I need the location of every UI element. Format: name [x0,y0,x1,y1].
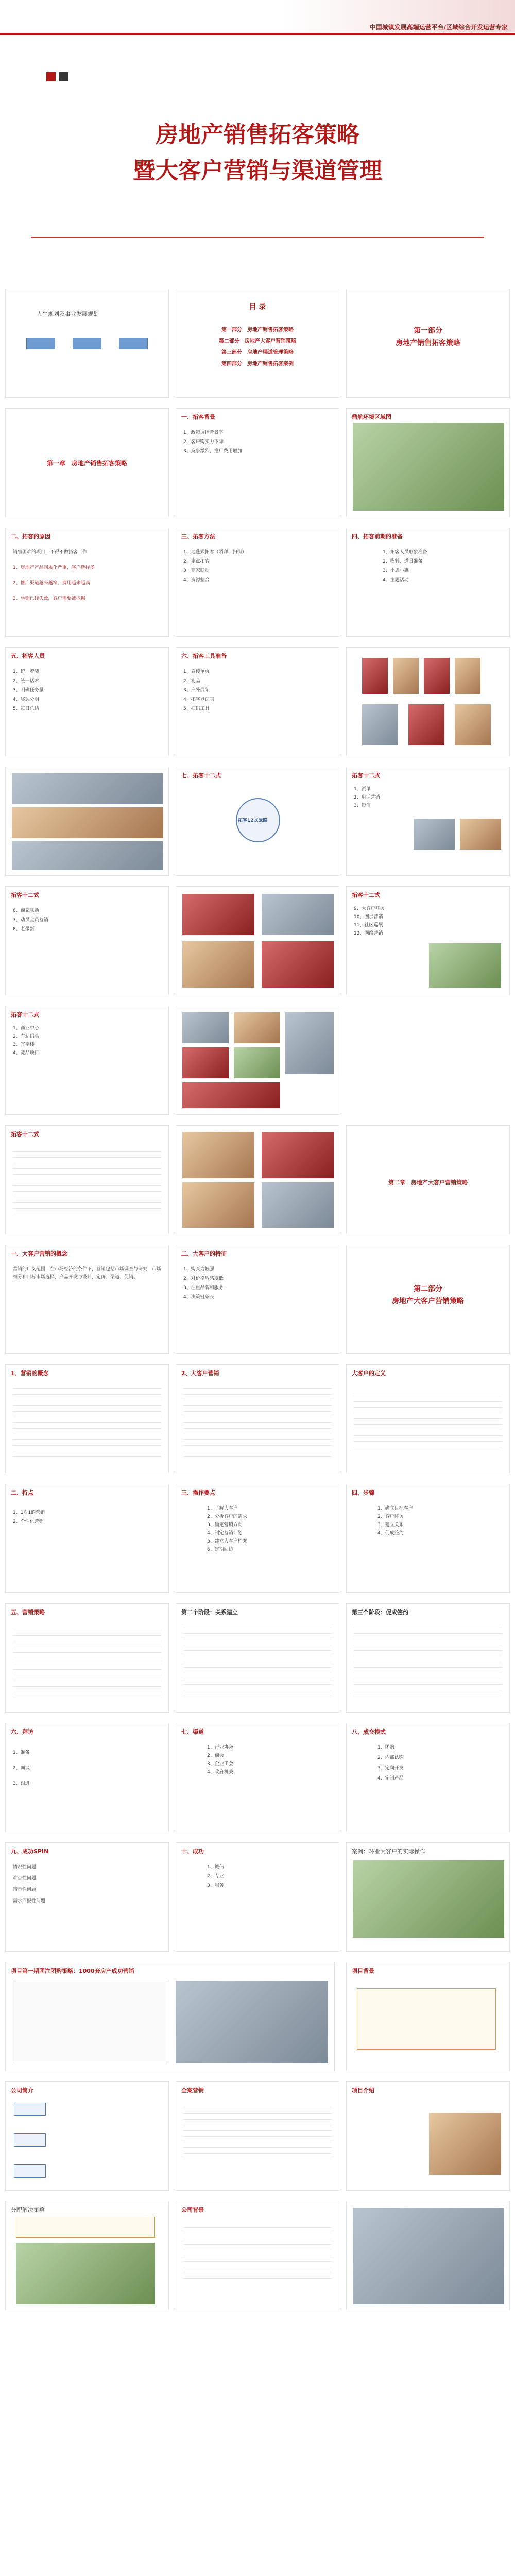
slide-company-intro [5,2081,169,2191]
text-line: 6、定期回访 [207,1547,233,1552]
text-line: 1、购买力较强 [183,1267,214,1272]
allocation-callout [16,2217,155,2238]
text-block [183,2222,332,2284]
slide-title: 分配解决策略 [11,2207,45,2213]
slide-title: 五、营销策略 [11,1609,45,1616]
collage-photo [182,1132,254,1178]
slide-spin [5,1842,169,1952]
text-line: 4、政府机关 [207,1770,233,1775]
slide-title: 十、成功 [181,1848,204,1855]
text-line: 1、商业中心 [13,1026,39,1031]
gift-image [455,658,480,694]
slide-12-methods-6 [5,1125,169,1234]
slide-title: 人生规划及事业发展规划 [37,311,99,317]
slide-deal-mode [346,1723,510,1832]
cover-divider [31,237,484,238]
slide-title: 拓客十二式 [11,1011,39,1018]
text-line: 3、短信 [354,803,371,808]
slide-title: 第三个阶段：促成签约 [352,1609,408,1616]
crowd-photo [353,2208,504,2304]
cover-slide [0,41,515,268]
text-line: 3、商家联动 [183,568,210,573]
text-line: 2、对价格敏感度低 [183,1276,224,1281]
slide-title: 四、拓客前期的准备 [352,533,403,540]
slide-preparation [346,528,510,637]
collage-photo [262,1132,334,1178]
slide-photo-collage [176,1006,339,1115]
slide-title: 鼎航环境区域图 [352,414,391,420]
method-photo [429,943,501,988]
text-line: 3、写字楼 [13,1042,35,1047]
text-block [354,1622,502,1700]
gift-image [455,704,491,745]
collage-photo [182,1047,229,1078]
text-line: 1、准备 [13,1750,30,1755]
event-photo [262,894,334,935]
slide-title: 拓客十二式 [11,1131,39,1138]
method-photo [460,819,501,850]
text-line: 3、定向开发 [377,1766,404,1771]
flow-box [73,338,101,349]
toc-title: 目 录 [249,303,266,311]
collage-photo [182,1082,280,1108]
slide-title: 三、操作要点 [181,1489,215,1496]
text-line: 2、客户拜访 [377,1514,404,1519]
chapter-title: 第二章 房地产大客户营销策略 [388,1179,468,1186]
slide-group-purchase [5,1962,335,2071]
slide-title: 八、成交模式 [352,1728,386,1735]
text-line: 10、圈层营销 [354,914,383,920]
slide-background [176,408,339,517]
slide-title: 二、特点 [11,1489,33,1496]
slide-gifts [346,647,510,756]
text-line: 3、确定营销方向 [207,1522,243,1528]
text-line: 1、行业协会 [207,1745,233,1750]
text-line: 销售困难的项目，不得不做拓客工作 [13,550,88,555]
chapter-title: 第一章 房地产销售拓客策略 [46,460,127,467]
text-line: 2、专业 [207,1874,224,1879]
collage-photo [262,1182,334,1228]
slide-title: 2、大客户营销 [181,1370,219,1377]
slide-title: 公司简介 [11,2087,33,2094]
collage-photo [182,1012,229,1043]
team-photo [12,807,163,838]
slide-company-bg [176,2201,339,2310]
team-photo [12,841,163,870]
slide-tools [176,647,339,756]
slide-project-bg [346,1962,510,2071]
slide-part2 [346,1245,510,1354]
slide-ch1-intro [5,408,169,517]
text-line: 2、分析客户的需求 [207,1514,247,1519]
text-line: 难点性问题 [13,1876,37,1881]
slide-visit [5,1723,169,1832]
slide-title: 大客户的定义 [352,1370,386,1377]
text-line: 1、派单 [354,787,371,792]
gift-image [393,658,419,694]
text-line: 2、内部认购 [377,1755,404,1760]
text-block [183,2103,332,2164]
stage-box [14,2103,46,2116]
slide-title: 案例：环业大客户的实际操作 [352,1848,425,1855]
slide-title: 二、大客户的特征 [181,1250,227,1257]
toc-item[interactable]: 第三部分 房地产渠道管理策略 [221,350,294,355]
header-red-bar [0,33,515,35]
event-photo [182,941,254,988]
text-line: 3、跟进 [13,1781,30,1786]
slide-12-methods-2 [5,886,169,995]
text-block [13,1624,161,1702]
part-name: 房地产销售拓客策略 [396,339,460,347]
text-line: 3、坐销已经失效，客户需要被挖掘 [13,596,85,601]
text-block: 营销的广义范围，在市场经济的条件下，营销包括市场调查与研究，市场细分和目标市场选择，产品开发与设计，定价、渠道、促销。 [13,1267,162,1280]
text-block [354,1391,502,1452]
slide-title: 七、渠道 [181,1728,204,1735]
cover-title-line1: 房地产销售拓客策略 [156,122,359,148]
text-line: 2、电话营销 [354,795,380,800]
slide-project-intro [346,2081,510,2191]
gift-image [424,658,450,694]
text-line: 6、商家联动 [13,908,39,913]
text-line: 2、客户购买力下降 [183,439,224,445]
slide-staff [5,647,169,756]
text-line: 4、拓客登记表 [183,697,214,702]
text-line: 3、竞争激烈，推广费用增加 [183,449,242,454]
slide-life-plan [5,289,169,398]
slide-photo-collage-2 [176,1125,339,1234]
slide-features [176,1245,339,1354]
slide-methods [176,528,339,637]
text-line: 11、社区巡展 [354,923,383,928]
area-map-image [353,423,504,511]
event-photo [182,894,254,935]
slide-title: 五、拓客人员 [11,653,45,659]
site-plan-image [16,2243,155,2304]
strategy-center-label: 拓客12式战略 [238,818,268,823]
text-line: 3、建立关系 [377,1522,404,1528]
toc-item[interactable]: 第二部分 房地产大客户营销策略 [219,338,296,344]
slide-allocation [5,2201,169,2310]
text-line: 3、服务 [207,1883,224,1888]
text-line: 2、统一话术 [13,679,39,684]
case-table [13,1981,167,2063]
text-line: 12、网络营销 [354,931,383,936]
slide-stage-2 [176,1603,339,1713]
text-line: 3、明确任务量 [13,688,44,693]
decor-square [59,72,68,81]
method-photo [414,819,455,850]
gift-image [362,658,388,694]
slide-reasons [5,528,169,637]
text-line: 2、车站码头 [13,1034,39,1039]
slide-title: 七、拓客十二式 [181,772,221,779]
project-photo [429,2113,501,2175]
text-line: 4、竞品项目 [13,1050,39,1056]
slide-title: 拓客十二式 [11,892,39,899]
text-line: 3、户外展架 [183,688,210,693]
slide-big-client [176,1364,339,1473]
text-line: 2、物料、道具准备 [383,559,423,564]
text-line: 2、推广渠道越来越窄，费用越来越高 [13,581,90,586]
slide-stage-3 [346,1603,510,1713]
slide-12-methods [176,767,339,876]
text-line: 4、奖惩分明 [13,697,39,702]
team-photo [12,773,163,804]
slide-success [176,1842,339,1952]
slide-title: 四、步骤 [352,1489,374,1496]
text-line: 4、资源整合 [183,578,210,583]
text-line: 8、老带新 [13,927,35,932]
slide-part1 [346,289,510,398]
stage-box [14,2164,46,2178]
text-line: 2、面谈 [13,1766,30,1771]
slide-title: 六、拓客工具准备 [181,653,227,659]
slide-case-study [346,1842,510,1952]
flow-box [26,338,55,349]
part-label: 第一部分 [414,327,442,335]
slide-title: 二、拓客的原因 [11,533,50,540]
text-line: 需求回报性问题 [13,1899,46,1904]
text-line: 1、1对1的营销 [13,1510,45,1515]
text-line: 1、房地产产品同质化严重，客户选择多 [13,565,95,570]
collage-photo [234,1047,280,1078]
text-line: 1、地毯式拓客（陌拜、扫街） [183,550,247,555]
text-line: 1、拓客人员形象准备 [383,550,427,555]
text-line: 2、礼品 [183,679,200,684]
slide-channel [176,1723,339,1832]
collage-photo [182,1182,254,1228]
text-block [13,1146,161,1218]
slide-key-points [176,1484,339,1593]
slide-area-map [346,408,510,517]
slide-strategy [5,1603,169,1713]
slide-title: 全案营销 [181,2087,204,2094]
text-line: 3、企业工会 [207,1761,233,1767]
slide-12-methods-3 [176,886,339,995]
collage-photo [234,1012,280,1043]
toc-item[interactable]: 第四部分 房地产销售拓客案例 [221,361,294,367]
page-header [0,0,515,41]
text-line: 9、大客户拜访 [354,906,385,911]
slide-title: 拓客十二式 [352,892,380,899]
header-slogan: 中国城镇发展高端运营平台/区域综合开发运营专家 [369,24,508,31]
text-line: 4、决策链条长 [183,1295,214,1300]
text-line: 1、统一着装 [13,669,39,674]
text-line: 4、主题活动 [383,578,409,583]
slide-title: 拓客十二式 [352,772,380,779]
text-line: 4、促成签约 [377,1531,404,1536]
slide-12-methods-4 [346,886,510,995]
text-line: 1、了解大客户 [207,1506,238,1511]
text-line: 1、确立目标客户 [377,1506,413,1511]
text-line: 1、团购 [377,1745,394,1750]
text-block [183,1383,332,1461]
text-line: 3、小恩小惠 [383,568,409,573]
slide-crowd-photo [346,2201,510,2310]
text-block [183,1622,332,1700]
slide-ch2-intro [346,1125,510,1234]
text-line: 4、定制产品 [377,1776,404,1781]
text-line: 7、动员全员营销 [13,918,48,923]
slide-title: 项目第一期团注团购策略：1000套房产成功营销 [11,1968,134,1974]
text-line: 5、扫码工具 [183,706,210,711]
slide-blank [346,1006,510,1115]
slide-full-marketing [176,2081,339,2191]
flow-box [119,338,148,349]
background-callout [357,1988,496,2050]
text-line: 1、诚信 [207,1865,224,1870]
slide-title: 九、成功SPIN [11,1848,49,1855]
slide-title: 第二个阶段：关系建立 [181,1609,238,1616]
text-line: 1、宣传单页 [183,669,210,674]
text-line: 2、定点拓客 [183,559,210,564]
slide-marketing-concept [5,1245,169,1354]
text-line: 2、个性化营销 [13,1519,44,1524]
slide-title: 三、拓客方法 [181,533,215,540]
slide-concept [5,1364,169,1473]
gift-image [408,704,444,745]
slide-title: 一、拓客背景 [181,414,215,420]
text-line: 5、建立大客户档案 [207,1539,247,1544]
project-aerial-image [353,1860,504,1938]
slide-title: 项目介绍 [352,2087,374,2094]
slide-steps [346,1484,510,1593]
slide-title: 1、营销的概念 [11,1370,49,1377]
text-line: 暗示性问题 [13,1887,37,1892]
collage-photo [285,1012,334,1074]
slide-title: 六、拜访 [11,1728,33,1735]
part-name: 房地产大客户营销策略 [392,1297,464,1306]
slide-characteristics [5,1484,169,1593]
text-line: 5、每日总结 [13,706,39,711]
slide-definition [346,1364,510,1473]
slide-toc [176,289,339,398]
text-line: 1、政策调控背景下 [183,430,224,435]
slide-12-methods-1 [346,767,510,876]
text-block [13,1383,161,1461]
text-line: 3、注重品牌和服务 [183,1285,224,1291]
decor-square [46,72,56,81]
text-line: 情况性问题 [13,1865,37,1870]
slide-title: 项目背景 [352,1968,374,1974]
part-label: 第二部分 [414,1285,442,1293]
toc-item[interactable]: 第一部分 房地产销售拓客策略 [221,327,294,333]
text-line: 4、制定营销计划 [207,1531,243,1536]
slide-team-photos [5,767,169,876]
slide-12-methods-5 [5,1006,169,1115]
slide-title: 一、大客户营销的概念 [11,1250,67,1257]
text-line: 2、商会 [207,1753,224,1758]
cover-title-line2: 暨大客户营销与渠道管理 [133,158,382,184]
case-photo [176,1981,328,2063]
stage-box [14,2133,46,2147]
slide-title: 公司背景 [181,2207,204,2213]
event-photo [262,941,334,988]
gift-image [362,704,398,745]
